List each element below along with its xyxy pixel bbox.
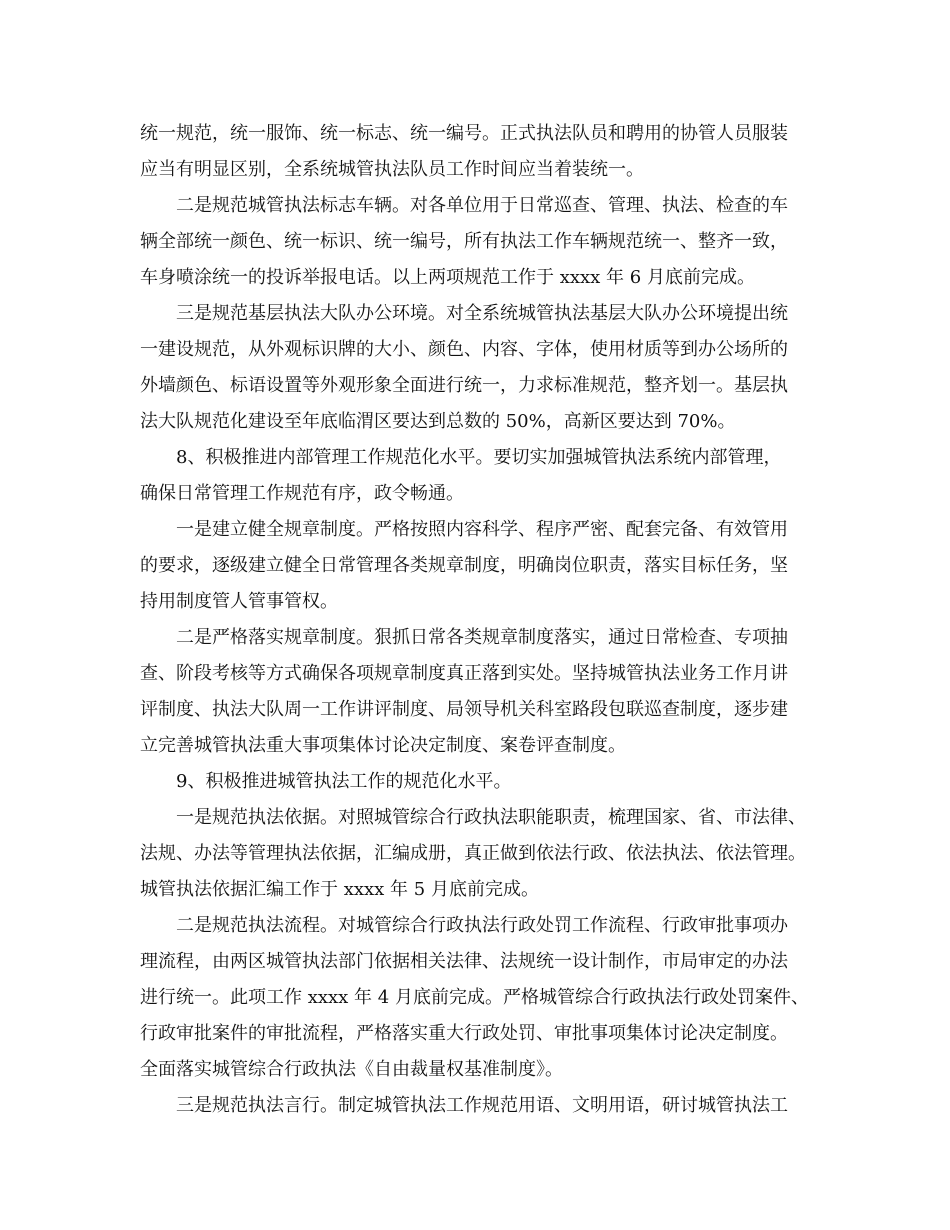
- text-line: 9、积极推进城管执法工作的规范化水平。: [176, 771, 512, 792]
- text-line: 的要求，逐级建立健全日常管理各类规章制度，明确岗位职责，落实目标任务，坚: [140, 555, 788, 576]
- text-line: 一是规范执法依据。对照城管综合行政执法职能职责，梳理国家、省、市法律、: [176, 807, 806, 828]
- text-line: 理流程，由两区城管执法部门依据相关法律、法规统一设计制作，市局审定的办法: [140, 951, 788, 972]
- text-line: 三是规范执法言行。制定城管执法工作规范用语、文明用语，研讨城管执法工: [176, 1095, 788, 1116]
- text-line: 查、阶段考核等方式确保各项规章制度真正落到实处。坚持城管执法业务工作月讲: [140, 663, 788, 684]
- text-line: 全面落实城管综合行政执法《自由裁量权基准制度》。: [140, 1059, 563, 1080]
- text-line: 评制度、执法大队周一工作讲评制度、局领导机关科室路段包联巡查制度，逐步建: [140, 699, 788, 720]
- paragraph-uniform-standards: [140, 116, 830, 188]
- text-line: 进行统一。此项工作 xxxx 年 4 月底前完成。严格城管综合行政执法行政处罚案件、: [140, 987, 809, 1008]
- text-line: 法大队规范化建设至年底临渭区要达到总数的 50%，高新区要达到 70%。: [140, 411, 736, 432]
- paragraph-internal-management: [140, 440, 830, 512]
- text-line: 城管执法依据汇编工作于 xxxx 年 5 月底前完成。: [140, 879, 539, 900]
- paragraph-establish-rules: [140, 512, 830, 620]
- text-line: 行政审批案件的审批流程，严格落实重大行政处罚、审批事项集体讨论决定制度。: [140, 1023, 788, 1044]
- text-line: 法规、办法等管理执法依据，汇编成册，真正做到依法行政、依法执法、依法管理。: [140, 843, 806, 864]
- text-line: 统一规范，统一服饰、统一标志、统一编号。正式执法队员和聘用的协管人员服装: [140, 123, 788, 144]
- paragraph-enforcement-conduct: [140, 1088, 830, 1124]
- paragraph-enforcement-process: [140, 908, 830, 1088]
- text-line: 8、积极推进内部管理工作规范化水平。要切实加强城管执法系统内部管理，: [176, 447, 782, 468]
- text-line: 一是建立健全规章制度。严格按照内容科学、程序严密、配套完备、有效管用: [176, 519, 788, 540]
- document-body: [140, 116, 830, 1124]
- text-line: 确保日常管理工作规范有序，政令畅通。: [140, 483, 464, 504]
- text-line: 外墙颜色、标语设置等外观形象全面进行统一，力求标准规范，整齐划一。基层执: [140, 375, 788, 396]
- text-line: 一建设规范，从外观标识牌的大小、颜色、内容、字体，使用材质等到办公场所的: [140, 339, 788, 360]
- text-line: 二是严格落实规章制度。狠抓日常各类规章制度落实，通过日常检查、专项抽: [176, 627, 788, 648]
- text-line: 二是规范执法流程。对城管综合行政执法行政处罚工作流程、行政审批事项办: [176, 915, 788, 936]
- paragraph-implement-rules: [140, 620, 830, 764]
- text-line: 立完善城管执法重大事项集体讨论决定制度、案卷评查制度。: [140, 735, 626, 756]
- text-line: 持用制度管人管事管权。: [140, 591, 338, 612]
- paragraph-enforcement-standardization: [140, 764, 830, 800]
- text-line: 二是规范城管执法标志车辆。对各单位用于日常巡查、管理、执法、检查的车: [176, 195, 788, 216]
- text-line: 车身喷涂统一的投诉举报电话。以上两项规范工作于 xxxx 年 6 月底前完成。: [140, 267, 755, 288]
- paragraph-enforcement-basis: [140, 800, 830, 908]
- paragraph-vehicle-standards: [140, 188, 830, 296]
- paragraph-office-environment: [140, 296, 830, 440]
- text-line: 辆全部统一颜色、统一标识、统一编号，所有执法工作车辆规范统一、整齐一致，: [140, 231, 788, 252]
- text-line: 三是规范基层执法大队办公环境。对全系统城管执法基层大队办公环境提出统: [176, 303, 788, 324]
- text-line: 应当有明显区别，全系统城管执法队员工作时间应当着装统一。: [140, 159, 644, 180]
